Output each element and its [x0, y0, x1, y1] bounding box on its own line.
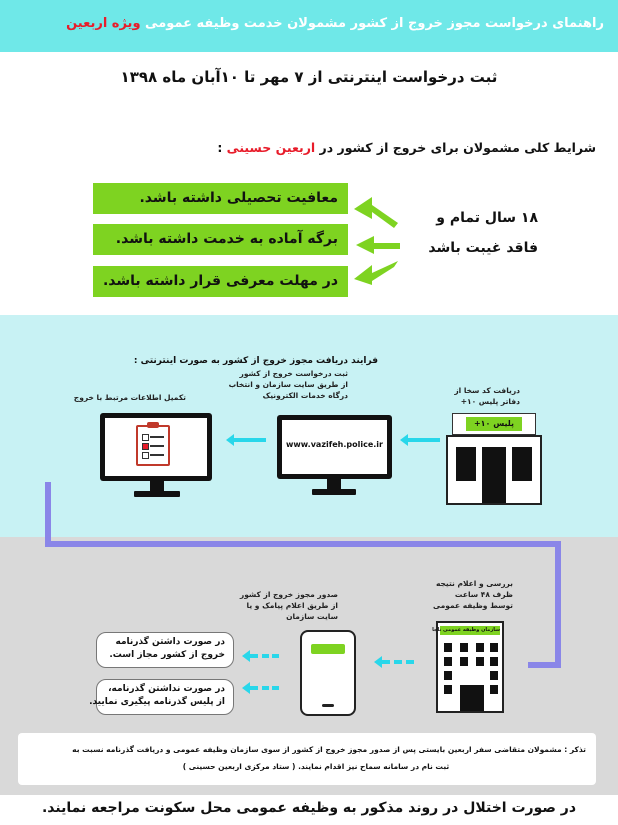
passport-holder-note: در صورت داشتن گذرنامه خروج از کشور مجاز است. [96, 632, 234, 668]
header-title: راهنمای درخواست مجوز خروج از کشور مشمولان خدمت وظیفه عمومی ویژه اربعین [66, 16, 604, 31]
phone-icon [300, 630, 356, 716]
footer-notice: در صورت اختلال در روند مذکور به وظیفه عمومی محل سکونت مراجعه نمایند. [41, 800, 577, 816]
step3-text: تکمیل اطلاعات مرتبط با خروج [73, 393, 186, 402]
step5-text: صدور مجوز خروج از کشور از طریق اعلام پیامک و یا سایت سازمان [239, 590, 338, 621]
process-title: فرایند دریافت مجوز خروج از کشور به صورت اینترنتی : [133, 356, 378, 366]
website-monitor [277, 415, 392, 479]
arrow-left-icon [372, 654, 424, 670]
arrow-left-icon [398, 432, 442, 448]
conscription-sign: سازمان وظیفه عمومی ناجا [432, 627, 500, 633]
no-passport-note: در صورت نداشتن گذرنامه، از پلیس گذرنامه پیگیری نمایید. [96, 679, 234, 715]
registration-period: ثبت درخواست اینترنتی از ۷ مهر تا ۱۰آبان ماه ۱۳۹۸ [120, 68, 498, 86]
conditions-title-highlight: اربعین حسینی [226, 140, 316, 155]
arrow-left-icon [224, 432, 268, 448]
step4-text: بررسی و اعلام نتیجه ظرف ۴۸ ساعت توسط وظیفه عمومی [433, 579, 513, 610]
website-url: www.vazifeh.police.ir [286, 440, 383, 449]
arrows-to-bubbles-icon [240, 648, 290, 698]
green-arrows-icon [350, 195, 410, 285]
header-title-highlight: ویژه اربعین [66, 16, 141, 31]
condition-item-3: در مهلت معرفی قرار داشته باشد. [93, 266, 348, 297]
condition-item-2: برگه آماده به خدمت داشته باشد. [93, 224, 348, 255]
age-condition-line2: فاقد غیبت باشد [428, 240, 538, 256]
condition-item-1: معافیت تحصیلی داشته باشد. [93, 183, 348, 214]
step2-text: ثبت درخواست خروج از کشور از طریق سایت سازمان و انتخاب درگاه خدمات الکترونیک [228, 369, 348, 400]
reminder-line-2: ثبت نام در سامانه سماح نیز اقدام نمایند. ( ستاد مرکزی اربعین حسینی ) [182, 762, 450, 771]
step1-text: دریافت کد سخا از دفاتر پلیس ۱۰+ [454, 386, 520, 406]
police-sign: پلیس ۱۰+ [466, 417, 522, 431]
age-condition-line1: ۱۸ سال تمام و [436, 210, 538, 226]
reminder-line-1: تذکر : مشمولان متقاضی سفر اربعین بایستی پس از صدور مجوز خروج از کشور از سوی سازمان وظیفه عمومی و دریافت گذرنامه نسبت به [72, 745, 586, 754]
building-windows-icon [440, 641, 500, 713]
clipboard-icon [136, 422, 170, 466]
conditions-title: شرایط کلی مشمولان برای خروج از کشور در اربعین حسینی : [217, 140, 596, 155]
reminder-box [18, 733, 596, 785]
